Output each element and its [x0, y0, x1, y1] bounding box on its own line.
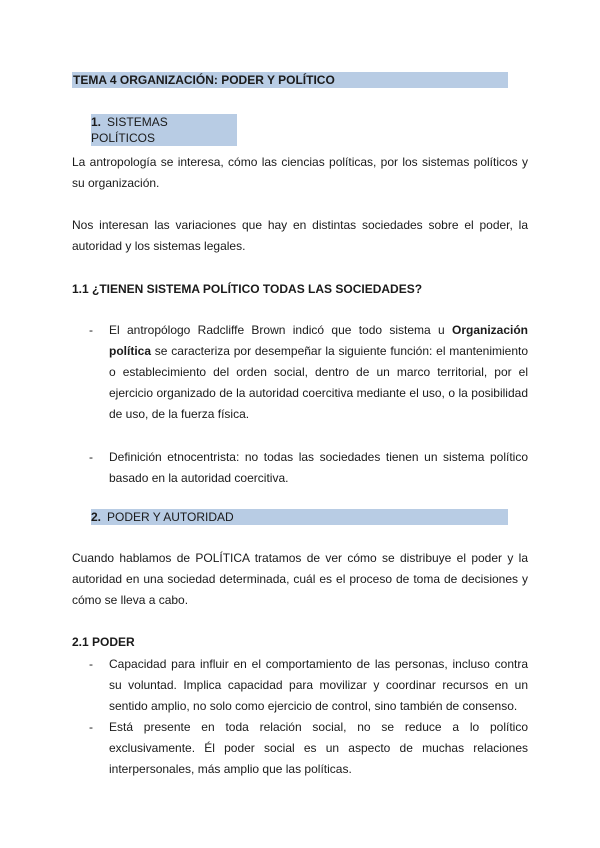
bold-term: Organización política — [109, 323, 528, 358]
section-number: 2. — [91, 510, 102, 524]
subheading-2-1: 2.1 PODER — [72, 635, 135, 649]
section-heading-1 — [91, 114, 237, 145]
section-number: 1. — [91, 115, 102, 129]
section-heading-2 — [91, 509, 508, 525]
list-item: - Definición etnocentrista: no todas las sociedades tienen un sistema político basado en la autoridad coercitiva. — [89, 447, 528, 489]
subheading-1-1: 1.1 ¿TIENEN SISTEMA POLÍTICO TODAS LAS SOCIEDADES? — [72, 282, 423, 296]
list-item: - Está presente en toda relación social, no se reduce a lo político exclusivamente. Él poder social es un aspecto de muchas relaciones interpersonales, más amplio que las políticas. — [89, 717, 528, 780]
document-title: TEMA 4 ORGANIZACIÓN: PODER Y POLÍTICO — [72, 72, 508, 88]
list-item: - El antropólogo Radcliffe Brown indicó que todo sistema u Organización política se caracteriza por desempeñar la siguiente función: el mantenimiento o establecimiento del orden social, dentro de un marco territorial, por el ejercicio organizado de la autoridad coercitiva mediante el uso, o la posibilidad de uso, de la fuerza física. — [89, 320, 528, 425]
paragraph-politica: Cuando hablamos de POLÍTICA tratamos de ver cómo se distribuye el poder y la autoridad en una sociedad determinada, cuál es el proceso de toma de decisiones y cómo se lleva a cabo. — [72, 551, 528, 607]
paragraph-intro: La antropología se interesa, cómo las ciencias políticas, por los sistemas políticos y su organización. — [72, 155, 528, 190]
bullet-list-1-1 — [89, 320, 528, 489]
paragraph-variations: Nos interesan las variaciones que hay en distintas sociedades sobre el poder, la autoridad y los sistemas legales. — [72, 218, 528, 253]
bullet-list-2-1 — [89, 654, 528, 780]
list-item: - Capacidad para influir en el comportamiento de las personas, incluso contra su voluntad. Implica capacidad para movilizar y coordinar recursos en un sentido amplio, no solo como ejercicio de control, sino también de consenso. — [89, 654, 528, 717]
section-label: PODER Y AUTORIDAD — [107, 510, 234, 524]
section-label: SISTEMAS POLÍTICOS — [91, 115, 168, 145]
